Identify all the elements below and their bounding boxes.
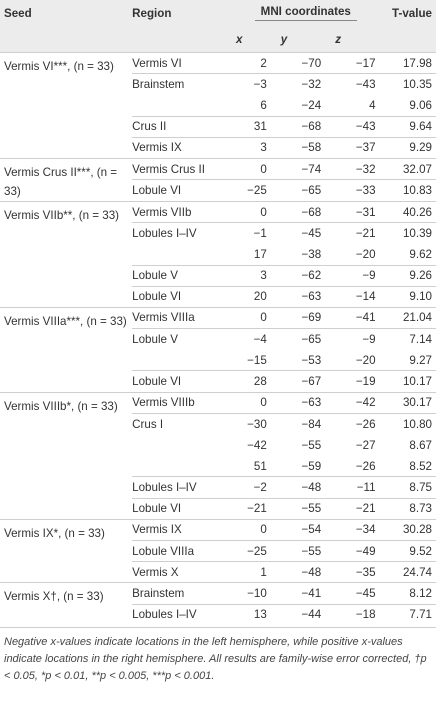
z-cell: −26 [321,413,375,434]
table-body [0,53,436,626]
region-cell: Lobules I–IV [132,477,236,498]
region-cell: Vermis Crus II [132,158,236,180]
t-value-cell: 10.39 [376,223,436,244]
region-cell: Lobule VI [132,180,236,202]
region-cell: Lobules I–IV [132,223,236,244]
region-cell: Brainstem [132,74,236,95]
y-cell: −24 [301,98,322,112]
x-cell: −3 [236,74,267,95]
z-cell: −49 [321,540,375,561]
seed-cell: Vermis VI***, (n = 33) [0,53,132,159]
region-cell: Vermis VI [132,53,236,74]
header-seed: Seed [4,6,32,20]
t-value-cell: 9.52 [376,540,436,561]
y-cell: −59 [301,459,322,473]
z-cell: −17 [321,53,375,74]
region-cell: Lobule V [132,265,236,286]
subheader-row [0,26,436,53]
seed-cell: Vermis Crus II***, (n = 33) [0,158,132,201]
t-value-cell: 8.67 [409,438,432,452]
x-cell: −42 [247,438,267,452]
z-cell: −26 [355,459,376,473]
table-row [0,519,436,540]
header-row [0,0,436,26]
x-cell: 28 [236,371,267,392]
y-cell: −58 [267,137,321,158]
x-cell: 20 [236,286,267,307]
y-cell: −38 [301,247,322,261]
region-cell: Lobule VIIIa [132,540,236,561]
x-cell: −15 [247,353,267,367]
x-cell: 0 [236,307,267,328]
x-cell: −1 [236,223,267,244]
t-value-cell: 10.35 [376,74,436,95]
z-cell: −20 [355,247,376,261]
subheader-blank-region [132,26,236,53]
region-cell: Vermis VIIb [132,201,236,222]
z-cell: −45 [321,583,375,604]
region-cell [132,95,236,116]
region-cell: Lobule V [132,329,236,350]
region-cell: Vermis IX [132,519,236,540]
x-cell: 51 [253,459,267,473]
region-cell: Lobule VI [132,286,236,307]
t-value-cell: 10.83 [376,180,436,202]
y-cell: −67 [267,371,321,392]
table-row [0,53,436,74]
x-cell: 1 [236,562,267,583]
t-value-cell: 32.07 [376,158,436,180]
x-cell: 3 [236,265,267,286]
z-cell: −14 [321,286,375,307]
seed-cell: Vermis X†, (n = 33) [0,583,132,625]
z-cell: −19 [321,371,375,392]
header-mni-label: MNI coordinates [255,5,357,21]
x-cell: −4 [236,329,267,350]
y-cell: −32 [267,74,321,95]
region-cell: Lobule VI [132,371,236,392]
region-cell [132,456,236,477]
table-footnote: Negative x-values indicate locations in the left hemisphere, while positive x-values indicate locations in the right hemisphere. All results are family-wise error corrected, †p < 0.05, *p < 0.01, **p < 0.005, ***p < 0.001. [0,627,436,685]
t-value-cell: 9.26 [376,265,436,286]
table-row [0,583,436,604]
z-cell: −21 [321,223,375,244]
y-cell: −63 [267,392,321,413]
y-cell: −68 [267,116,321,137]
header-region: Region [132,6,172,20]
seed-cell: Vermis VIIIa***, (n = 33) [0,307,132,392]
subheader-blank-t [376,26,436,53]
region-cell: Lobule VI [132,498,236,519]
z-cell: −41 [321,307,375,328]
z-cell: −31 [321,201,375,222]
header-y: y [280,32,288,46]
y-cell: −65 [267,180,321,202]
x-cell: 0 [236,519,267,540]
t-value-cell: 17.98 [376,53,436,74]
y-cell: −74 [267,158,321,180]
t-value-cell: 9.27 [409,353,432,367]
x-cell: 6 [260,98,267,112]
z-cell: −21 [321,498,375,519]
y-cell: −84 [267,413,321,434]
seed-cell: Vermis VIIIb*, (n = 33) [0,392,132,519]
region-cell [132,244,236,265]
x-cell: 0 [236,158,267,180]
y-cell: −48 [267,562,321,583]
t-value-cell: 8.52 [409,459,432,473]
z-cell: −20 [355,353,376,367]
t-value-cell: 21.04 [376,307,436,328]
y-cell: −53 [301,353,322,367]
t-value-cell: 9.10 [376,286,436,307]
t-value-cell: 8.75 [376,477,436,498]
y-cell: −69 [267,307,321,328]
y-cell: −54 [267,519,321,540]
subheader-blank-seed [0,26,132,53]
z-cell: −32 [321,158,375,180]
seed-cell: Vermis IX*, (n = 33) [0,519,132,583]
x-cell: −30 [236,413,267,434]
x-cell: 17 [253,247,267,261]
z-cell: −35 [321,562,375,583]
z-cell: −18 [321,604,375,625]
region-cell: Brainstem [132,583,236,604]
y-cell: −45 [267,223,321,244]
x-cell: 0 [236,392,267,413]
table-row [0,158,436,180]
table-row [0,307,436,328]
x-cell: 3 [236,137,267,158]
region-cell: Lobules I–IV [132,604,236,625]
t-value-cell: 9.06 [409,98,432,112]
t-value-cell: 9.29 [376,137,436,158]
seed-cell: Vermis VIIb**, (n = 33) [0,201,132,307]
z-cell: −27 [355,438,376,452]
t-value-cell: 30.28 [376,519,436,540]
region-cell [132,350,236,371]
t-value-cell: 40.26 [376,201,436,222]
t-value-cell: 9.64 [376,116,436,137]
z-cell: −42 [321,392,375,413]
table-row [0,392,436,413]
t-value-cell: 30.17 [376,392,436,413]
y-cell: −68 [267,201,321,222]
y-cell: −63 [267,286,321,307]
header-t-value: T-value [392,6,432,20]
region-cell: Vermis VIIIa [132,307,236,328]
z-cell: −37 [321,137,375,158]
x-cell: 0 [236,201,267,222]
x-cell: −25 [236,540,267,561]
header-z: z [335,32,341,46]
x-cell: 13 [236,604,267,625]
t-value-cell: 10.80 [376,413,436,434]
t-value-cell: 7.71 [376,604,436,625]
header-x: x [235,32,243,46]
t-value-cell: 9.62 [409,247,432,261]
x-cell: −2 [236,477,267,498]
header-mni [236,0,376,26]
x-cell: 2 [236,53,267,74]
y-cell: −55 [267,498,321,519]
y-cell: −44 [267,604,321,625]
x-cell: −21 [236,498,267,519]
z-cell: −34 [321,519,375,540]
x-cell: −25 [236,180,267,202]
y-cell: −41 [267,583,321,604]
z-cell: −43 [321,74,375,95]
y-cell: −70 [267,53,321,74]
region-cell [132,435,236,456]
z-cell: −9 [321,329,375,350]
y-cell: −55 [267,540,321,561]
y-cell: −48 [267,477,321,498]
y-cell: −62 [267,265,321,286]
y-cell: −65 [267,329,321,350]
t-value-cell: 8.12 [376,583,436,604]
t-value-cell: 8.73 [376,498,436,519]
z-cell: 4 [369,98,376,112]
t-value-cell: 24.74 [376,562,436,583]
region-cell: Vermis X [132,562,236,583]
y-cell: −55 [301,438,322,452]
z-cell: −9 [321,265,375,286]
table-row [0,201,436,222]
t-value-cell: 10.17 [376,371,436,392]
z-cell: −33 [321,180,375,202]
region-cell: Vermis VIIIb [132,392,236,413]
t-value-cell: 7.14 [376,329,436,350]
region-cell: Crus II [132,116,236,137]
region-cell: Vermis IX [132,137,236,158]
region-cell: Crus I [132,413,236,434]
x-cell: 31 [236,116,267,137]
z-cell: −43 [321,116,375,137]
z-cell: −11 [321,477,375,498]
x-cell: −10 [236,583,267,604]
